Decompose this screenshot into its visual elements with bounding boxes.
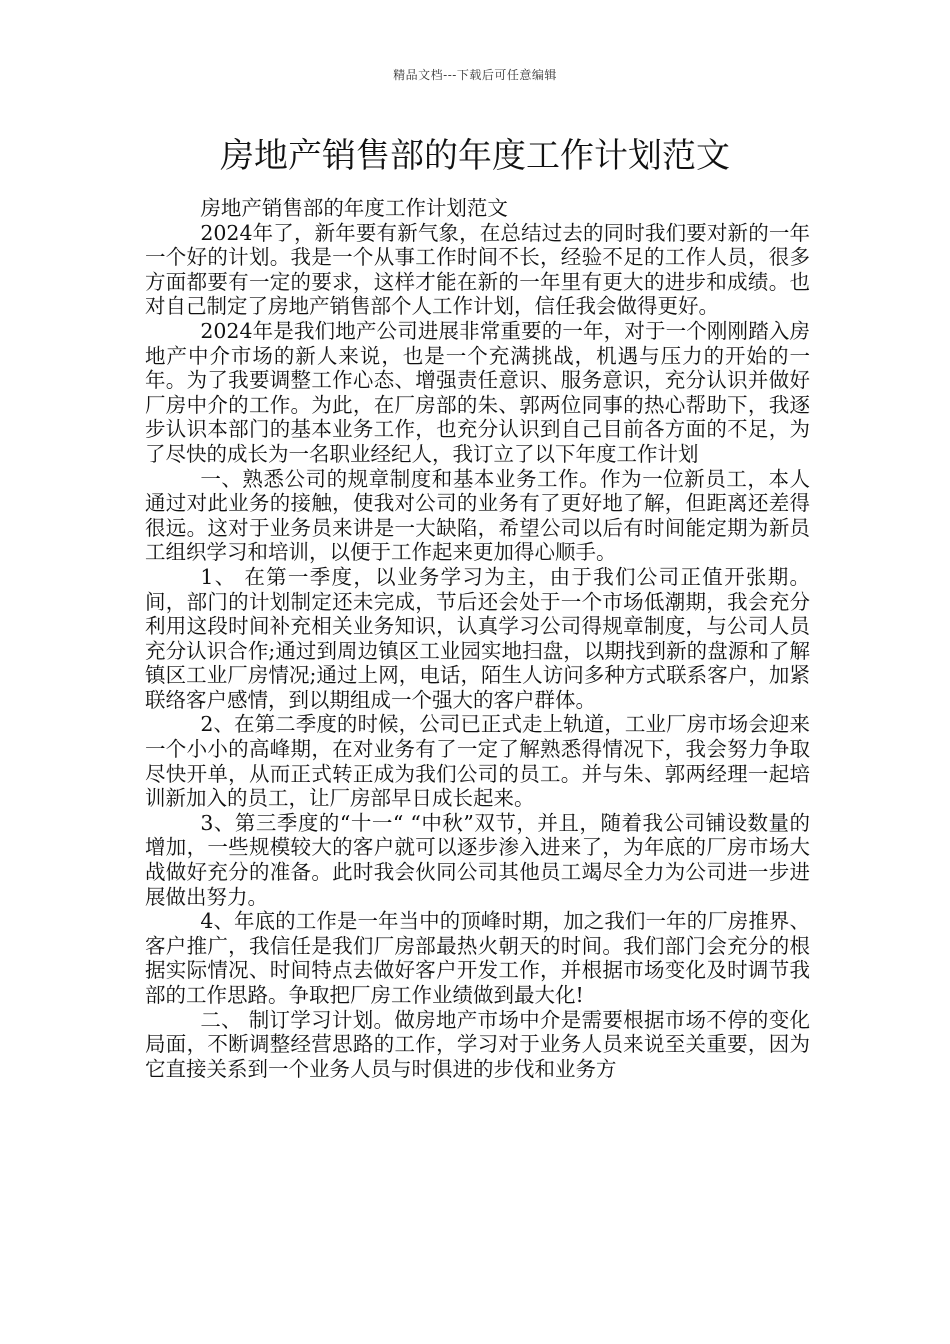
body-paragraph: 4、年底的工作是一年当中的顶峰时期，加之我们一年的厂房推界、客户推广，我信任是我们厂房部最热火朝天的时间。我们部门会充分的根据实际情况、时间特点去做好客户开发工作，并根据市场变化及时调节我部的工作思路。争取把厂房工作业绩做到最大化! xyxy=(145,909,810,1007)
header-note: 精品文档---下载后可任意编辑 xyxy=(393,68,557,82)
body-paragraph: 1、 在第一季度，以业务学习为主，由于我们公司正值开张期。间，部门的计划制定还未完成，节后还会处于一个市场低潮期，我会充分利用这段时间补充相关业务知识，认真学习公司得规章制度，与公司人员充分认识合作;通过到周边镇区工业园实地扫盘，以期找到新的盘源和了解镇区工业厂房情况;通过上网，电话，陌生人访问多种方式联系客户，加紧联络客户感情，到以期组成一个强大的客户群体。 xyxy=(145,564,810,712)
document-body xyxy=(145,196,810,1081)
document-title: 房地产销售部的年度工作计划范文 xyxy=(220,136,730,176)
body-paragraph: 3、第三季度的“十一“ “中秋”双节，并且，随着我公司铺设数量的增加，一些规模较大的客户就可以逐步渗入进来了，为年底的厂房市场大战做好充分的准备。此时我会伙同公司其他员工竭尽全力为公司进一步进展做出努力。 xyxy=(145,810,810,909)
body-paragraph: 二、 制订学习计划。做房地产市场中介是需要根据市场不停的变化局面，不断调整经营思路的工作，学习对于业务人员来说至关重要，因为它直接关系到一个业务人员与时俱进的步伐和业务方 xyxy=(145,1007,810,1081)
body-paragraph: 2、在第二季度的时候，公司已正式走上轨道，工业厂房市场会迎来一个小小的高峰期，在对业务有了一定了解熟悉得情况下，我会努力争取尽快开单，从而正式转正成为我们公司的员工。并与朱、郭两经理一起培训新加入的员工，让厂房部早日成长起来。 xyxy=(145,712,810,811)
body-paragraph: 2024年了，新年要有新气象，在总结过去的同时我们要对新的一年一个好的计划。我是一个从事工作时间不长，经验不足的工作人员，很多方面都要有一定的要求，这样才能在新的一年里有更大的进步和成绩。也对自己制定了房地产销售部个人工作计划，信任我会做得更好。 xyxy=(145,220,810,319)
body-subtitle: 房地产销售部的年度工作计划范文 xyxy=(200,196,508,220)
body-paragraph: 一、熟悉公司的规章制度和基本业务工作。作为一位新员工，本人通过对此业务的接触，使我对公司的业务有了更好地了解，但距离还差得很远。这对于业务员来讲是一大缺陷，希望公司以后有时间能定期为新员工组织学习和培训，以便于工作起来更加得心顺手。 xyxy=(145,466,810,565)
body-paragraph: 2024年是我们地产公司进展非常重要的一年，对于一个刚刚踏入房地产中介市场的新人来说，也是一个充满挑战，机遇与压力的开始的一年。为了我要调整工作心态、增强责任意识、服务意识，充分认识并做好厂房中介的工作。为此，在厂房部的朱、郭两位同事的热心帮助下，我逐步认识本部门的基本业务工作，也充分认识到自己目前各方面的不足，为了尽快的成长为一名职业经纪人，我订立了以下年度工作计划 xyxy=(145,318,810,466)
